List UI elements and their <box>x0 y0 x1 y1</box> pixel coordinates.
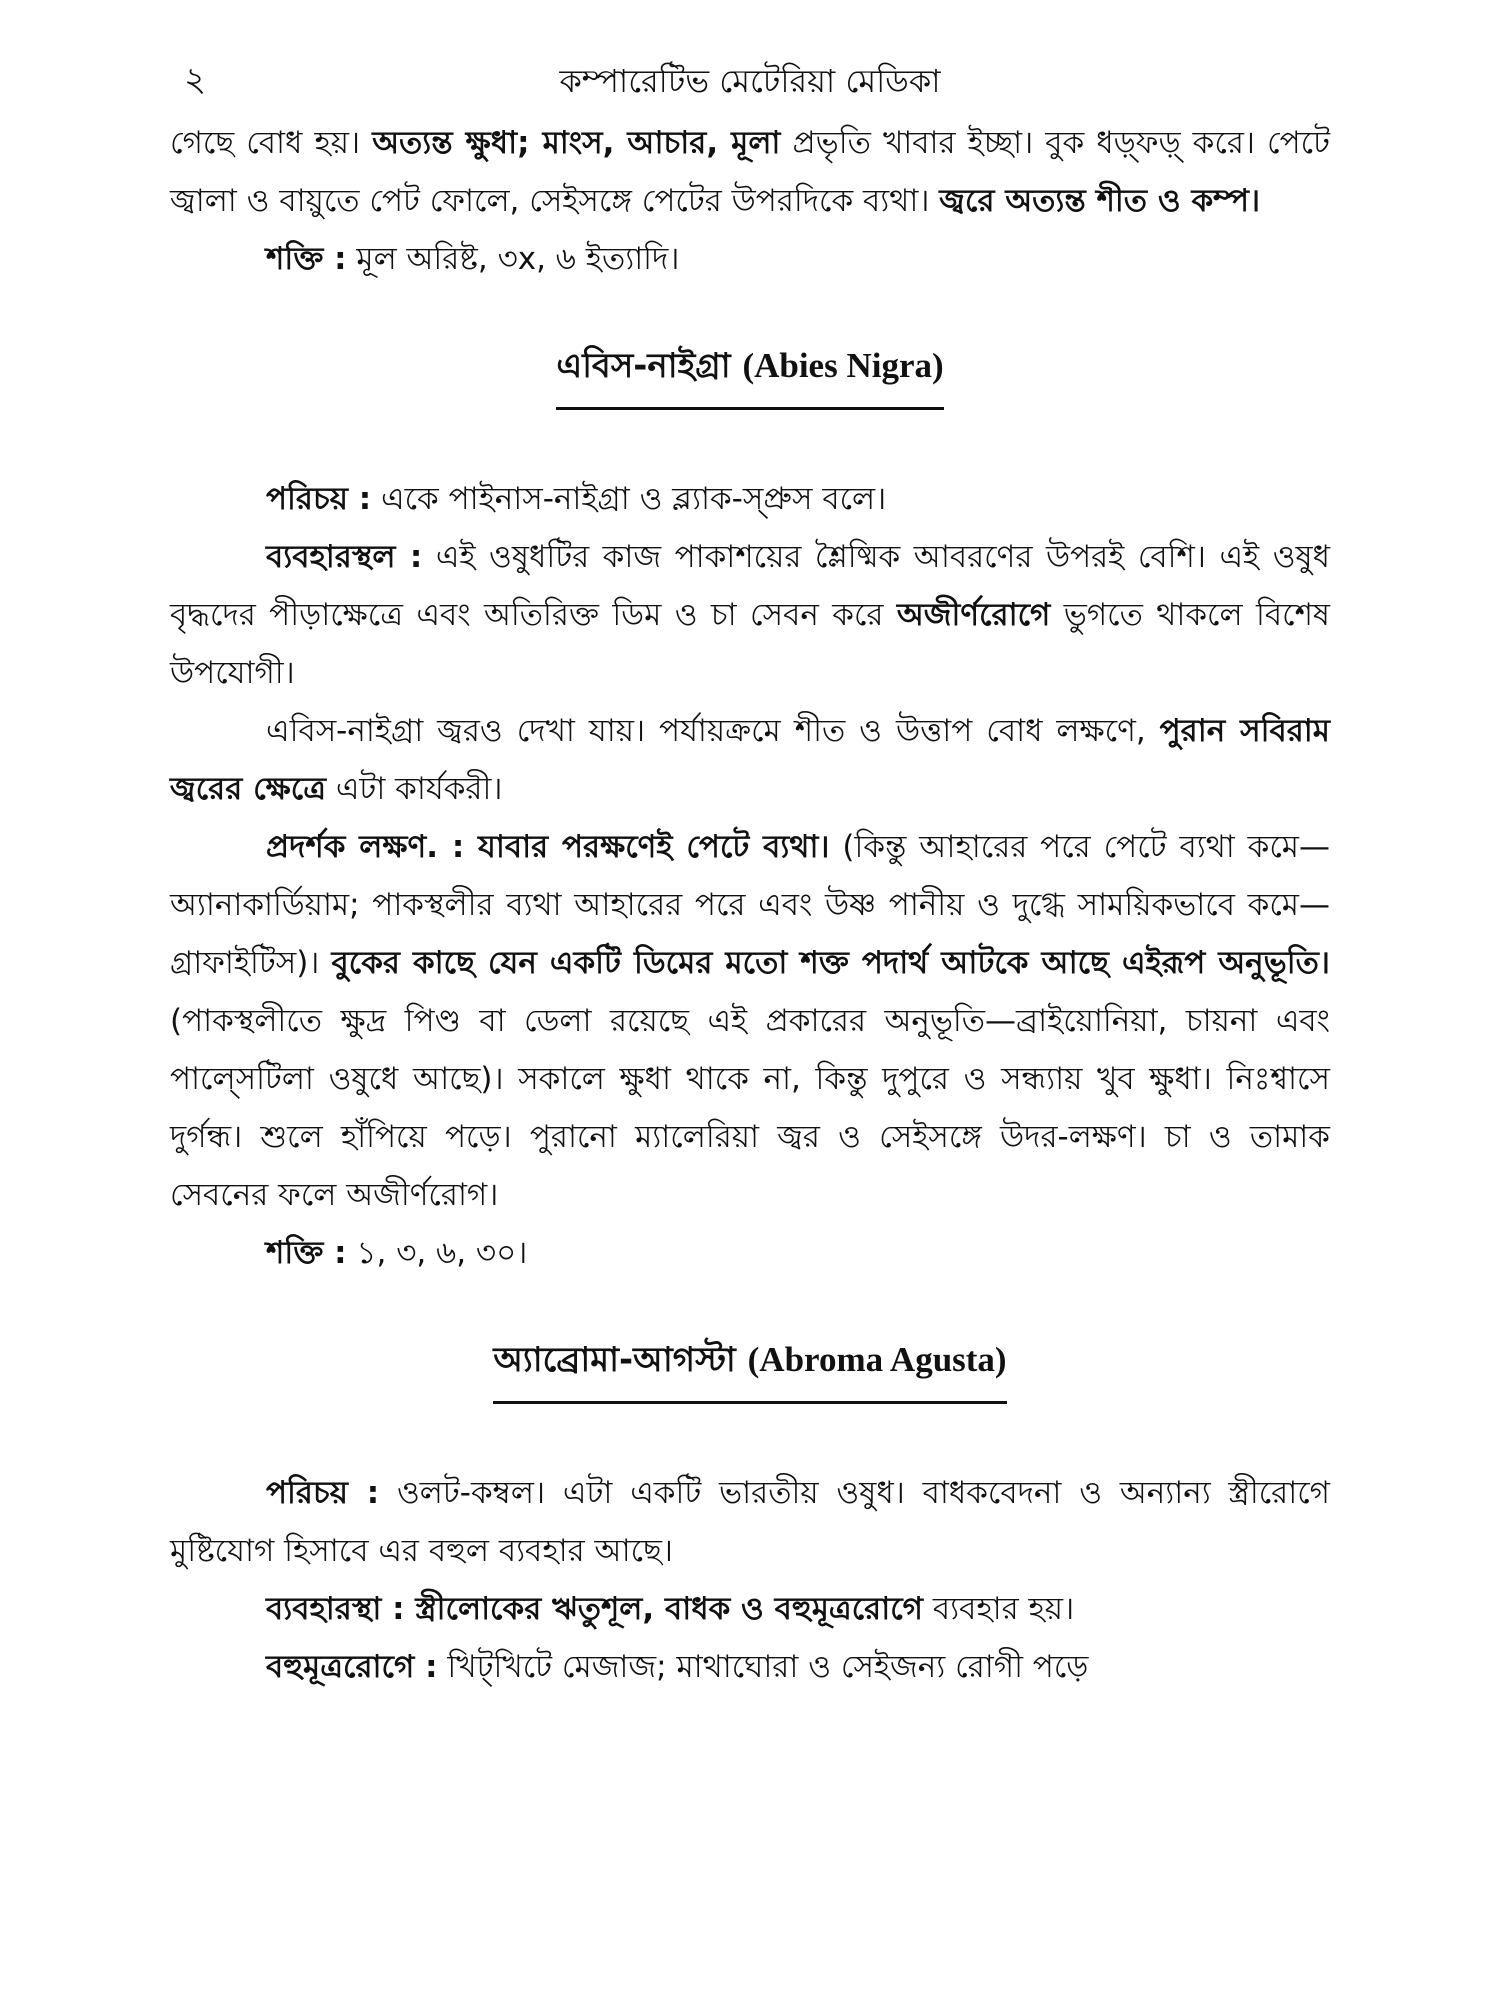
page-number: ২ <box>184 60 207 100</box>
fever-paragraph: এবিস-নাইগ্রা জ্বরও দেখা যায়। পর্যায়ক্রমে শীত ও উত্তাপ বোধ লক্ষণে, পুরান সবিরাম জ্বরের ক্ষেত্রে এটা কার্যকরী। <box>170 713 1330 807</box>
potency-label: শক্তি : <box>266 241 347 277</box>
section-heading-abroma-agusta: অ্যাব্রোমা-আগস্টা (Abroma Agusta) <box>493 1334 1006 1404</box>
potency-line <box>170 230 1330 288</box>
paragraph: গেছে বোধ হয়। অত্যন্ত ক্ষুধা; মাংস, আচার, মূলা প্রভৃতি খাবার ইচ্ছা। বুক ধড়্‌ফড়্‌ করে। পেটে জ্বালা ও বায়ুতে পেট ফোলে, সেইসঙ্গে পেটের উপরদিকে ব্যথা। জ্বরে অত্যন্ত শীত ও কম্প। <box>170 125 1330 219</box>
section-heading-abies-nigra: এবিস-নাইগ্রা (Abies Nigra) <box>556 340 943 410</box>
section-heading-wrap <box>170 340 1330 410</box>
abies-nigra-section <box>170 470 1330 1282</box>
symptom-paragraph: প্রদর্শক লক্ষণ. : যাবার পরক্ষণেই পেটে ব্যথা। (কিন্তু আহারের পরে পেটে ব্যথা কমে—অ্যানাকার্ডিয়াম; পাকস্থলীর ব্যথা আহারের পরে এবং উষ্ণ পানীয় ও দুগ্ধে সাময়িকভাবে কমে—গ্রাফাইটিস)। বুকের কাছে যেন একটি ডিমের মতো শক্ত পদার্থ আটকে আছে এইরূপ অনুভূতি। (পাকস্থলীতে ক্ষুদ্র পিণ্ড বা ডেলা রয়েছে এই প্রকারের অনুভূতি—ব্রাইয়োনিয়া, চায়না এবং পাল্সেটিলা ওষুধে আছে)। সকালে ক্ষুধা থাকে না, কিন্তু দুপুরে ও সন্ধ্যায় খুব ক্ষুধা। নিঃশ্বাসে দুর্গন্ধ। শুলে হাঁপিয়ে পড়ে। পুরানো ম্যালেরিয়া জ্বর ও সেইসঙ্গে উদর-লক্ষণ। চা ও তামাক সেবনের ফলে অজীর্ণরোগ। <box>170 829 1330 1213</box>
usage-paragraph: ব্যবহারস্থল : এই ওষুধটির কাজ পাকাশয়ের শ্লৈষ্মিক আবরণের উপরই বেশি। এই ওষুধ বৃদ্ধদের পীড়াক্ষেত্রে এবং অতিরিক্ত ডিম ও চা সেবন করে অজীর্ণরোগে ভুগতে থাকলে বিশেষ উপযোগী। <box>170 539 1330 691</box>
continued-section <box>170 114 1330 288</box>
diabetes-paragraph: বহুমূত্ররোগে : খিট্‌খিটে মেজাজ; মাথাঘোরা ও সেইজন্য রোগী পড়ে <box>266 1649 1089 1685</box>
intro-paragraph: পরিচয় : ওলট-কম্বল। এটা একটি ভারতীয় ওষুধ। বাধকবেদনা ও অন্যান্য স্ত্রীরোগে মুষ্টিযোগ হিসাবে এর বহুল ব্যবহার আছে। <box>170 1475 1330 1569</box>
intro-paragraph: পরিচয় : একে পাইনাস-নাইগ্রা ও ব্ল্যাক-স্প্রুস বলে। <box>266 481 887 517</box>
running-title: কম্পারেটিভ মেটেরিয়া মেডিকা <box>559 62 941 100</box>
section-heading-wrap <box>170 1334 1330 1404</box>
potency-value: মূল অরিষ্ট, ৩x, ৬ ইত্যাদি। <box>346 241 680 277</box>
abroma-agusta-section <box>170 1464 1330 1696</box>
usage-paragraph: ব্যবহারস্থা : স্ত্রীলোকের ঋতুশূল, বাধক ও বহুমূত্ররোগে ব্যবহার হয়। <box>266 1591 1075 1627</box>
running-head <box>170 50 1330 110</box>
potency-line: শক্তি : ১, ৩, ৬, ৩০। <box>266 1235 528 1271</box>
